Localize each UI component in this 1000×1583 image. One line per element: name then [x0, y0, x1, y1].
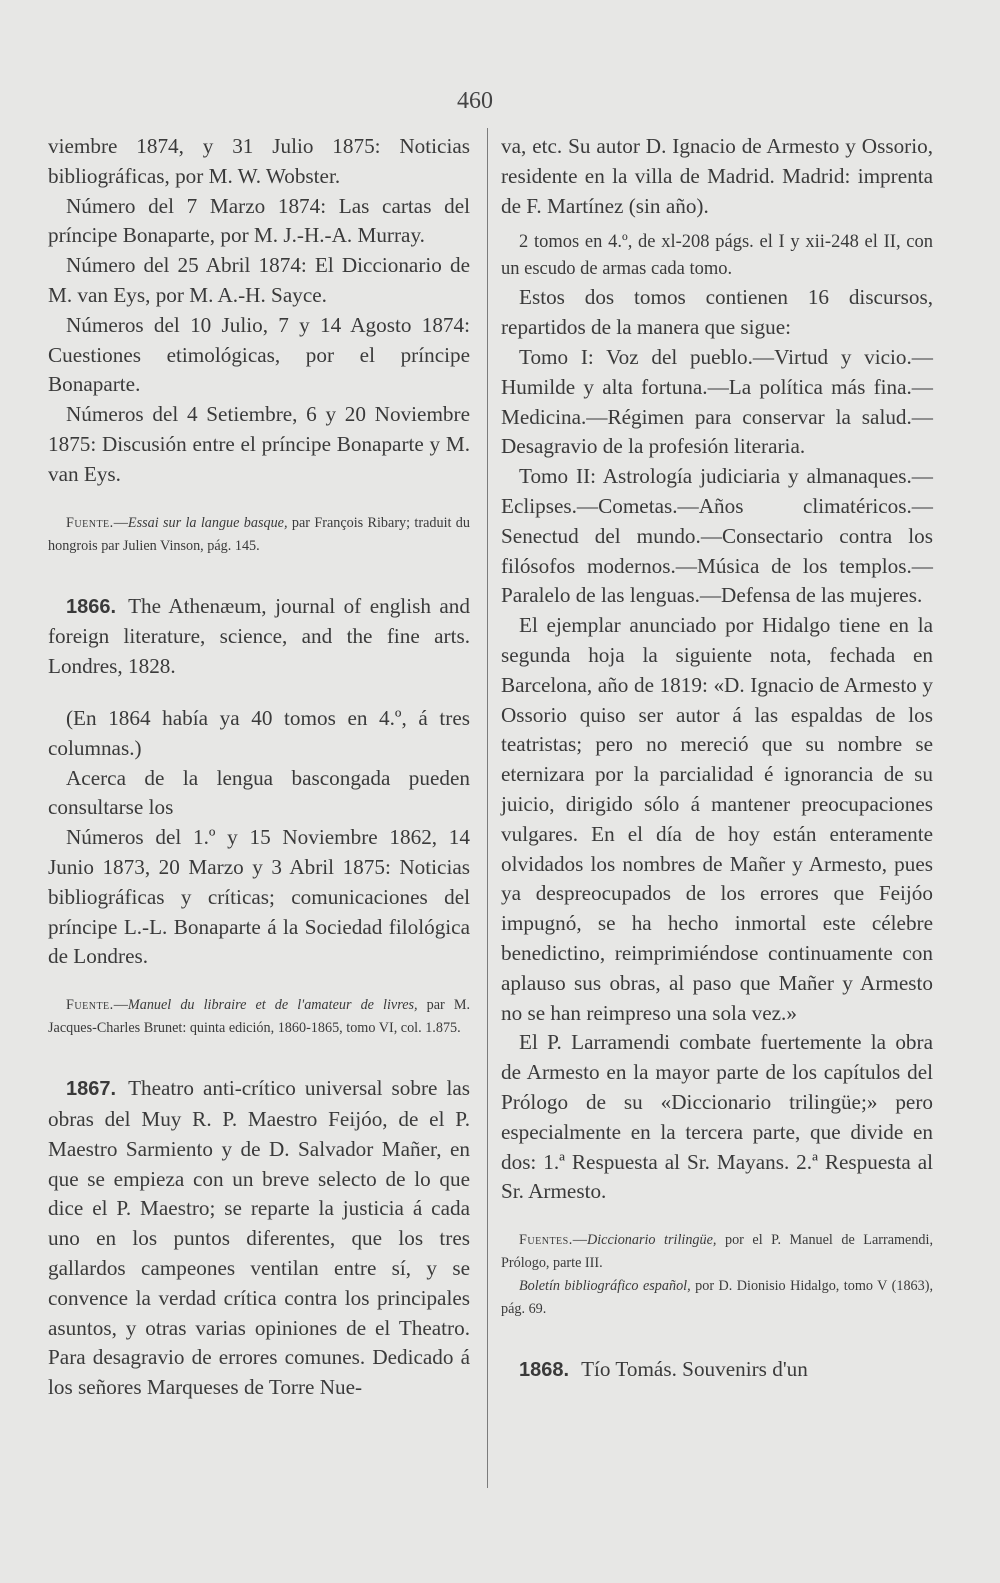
- paragraph: Tomo I: Voz del pueblo.—Virtud y vicio.—Humilde y alta fortuna.—La política más fina.—Medicina.—Régimen para conservar la salud.—Desagravio de la profesión literaria.: [501, 344, 933, 459]
- source-label: Fuentes.: [519, 1232, 573, 1249]
- entry-number: 1867.: [66, 1078, 117, 1101]
- entry-number: 1866.: [66, 595, 117, 618]
- source-label: Fuente.: [66, 997, 114, 1014]
- source-rest: por el P. Manuel de Larramendi, Prólogo, parte III.: [501, 1232, 933, 1272]
- entry-text: The Athenæum, journal of english and foreign literature, science, and the fine arts. Londres, 1828.: [48, 593, 470, 679]
- paragraph: El P. Larramendi combate fuertemente la obra de Armesto en la mayor parte de los capítulos del Prólogo de su «Diccionario trilingüe;» pero especialmente en la tercera parte, que divide en dos: 1.ª Respuesta al Sr. Mayans. 2.ª Respuesta al Sr. Armesto.: [501, 1030, 933, 1204]
- source-title: Diccionario trilingüe,: [586, 1232, 717, 1249]
- paragraph: Estos dos tomos contienen 16 discursos, repartidos de la manera que sigue:: [501, 285, 933, 340]
- source-rest: por D. Dionisio Hidalgo, tomo V (1863), pág. 69.: [501, 1278, 933, 1318]
- source-title: Manuel du libraire et de l'amateur de livres,: [127, 997, 418, 1014]
- paragraph: Acerca de la lengua bascongada pueden consultarse los: [48, 765, 470, 820]
- source-rest: par M. Jacques-Charles Brunet: quinta edición, 1860-1865, tomo VI, col. 1.875.: [48, 997, 470, 1037]
- column-divider: [487, 128, 488, 1488]
- paragraph: Números del 4 Setiembre, 6 y 20 Noviembre 1875: Discusión entre el príncipe Bonaparte y M. van Eys.: [48, 402, 470, 486]
- paragraph: Números del 10 Julio, 7 y 14 Agosto 1874: Cuestiones etimológicas, por el príncipe Bonaparte.: [48, 312, 470, 397]
- paragraph: El ejemplar anunciado por Hidalgo tiene en la segunda hoja la siguiente nota, fechada en Barcelona, año de 1819: «D. Ignacio de Armesto y Ossorio quiso ser autor á las espaldas de los teatristas; pero no mereció que su nombre se eternizara por la parcialidad é ignorancia de su juicio, dirigido sólo á mantener preocupaciones vulgares. En el día de hoy están enteramente olvidados los nombres de Mañer y Armesto, pues ya despreocupados de los errores que Feijóo impugnó, se ha hecho inmortal este célebre benedictino, reimprimiéndose continuamente con aplauso sus obras, al paso que Mañer y Armesto no se han reimpreso una sola vez.»: [501, 613, 933, 1025]
- right-column: [501, 132, 933, 1386]
- source-note: Fuente.—Manuel du libraire et de l'amateur de livres, par M. Jacques-Charles Brunet: quinta edición, 1860-1865, tomo VI, col. 1.875.: [48, 997, 470, 1037]
- source-title: Boletín bibliográfico español,: [519, 1278, 691, 1295]
- paragraph: viembre 1874, y 31 Julio 1875: Noticias bibliográficas, por M. W. Wobster.: [48, 134, 470, 188]
- catalog-entry-1867: [48, 1074, 470, 1403]
- page-number: 460: [457, 88, 493, 114]
- entry-text: Theatro anti-crítico universal sobre las obras del Muy R. P. Maestro Feijóo, de el P. Maestro Sarmiento y de D. Salvador Mañer, en que se empieza con un breve selecto de lo que dice el P. Maestro; se reparte la justicia á cada uno en los puntos diferentes, que los tres gallardos campeones ventilan entre sí, y se convence la verdad crítica contra los principales asuntos, y otras varias opiniones de el Theatro. Para desagravio de errores comunes. Dedicado á los señores Marqueses de Torre Nue-: [48, 1076, 470, 1400]
- catalog-entry-1868: [501, 1355, 933, 1386]
- paragraph: Número del 25 Abril 1874: El Diccionario de M. van Eys, por M. A.-H. Sayce.: [48, 253, 470, 307]
- paragraph: Números del 1.º y 15 Noviembre 1862, 14 Junio 1873, 20 Marzo y 3 Abril 1875: Noticias bibliográficas y críticas; comunicaciones del príncipe L.-L. Bonaparte á la Sociedad filológica de Londres.: [48, 825, 470, 969]
- entry-text: Tío Tomás. Souvenirs d'un: [581, 1357, 808, 1382]
- paragraph: Tomo II: Astrología judiciaria y almanaques.—Eclipses.—Cometas.—Años climatéricos.—Senectud del mundo.—Consectario contra los filósofos modernos.—Música de los templos.—Paralelo de las lenguas.—Defensa de las mujeres.: [501, 464, 933, 608]
- paragraph: 2 tomos en 4.º, de xl-208 págs. el I y xii-248 el II, con un escudo de armas cada tomo.: [501, 232, 933, 280]
- left-column: [48, 132, 470, 1403]
- paragraph: va, etc. Su autor D. Ignacio de Armesto y Ossorio, residente en la villa de Madrid. Madrid: imprenta de F. Martínez (sin año).: [501, 134, 933, 218]
- source-title: Essai sur la langue basque,: [127, 514, 288, 531]
- paragraph: (En 1864 había ya 40 tomos en 4.º, á tres columnas.): [48, 705, 470, 760]
- paragraph: Número del 7 Marzo 1874: Las cartas del príncipe Bonaparte, por M. J.-H.-A. Murray.: [48, 193, 470, 248]
- source-note: Fuente.—Essai sur la langue basque, par François Ribary; traduit du hongrois par Julien Vinson, pág. 145.: [48, 514, 470, 554]
- source-note: Fuentes.—Diccionario trilingüe, por el P. Manuel de Larramendi, Prólogo, parte III.: [501, 1232, 933, 1272]
- source-rest: par François Ribary; traduit du hongrois par Julien Vinson, pág. 145.: [48, 514, 470, 554]
- source-label: Fuente.: [66, 514, 114, 531]
- source-note: [501, 1275, 933, 1321]
- entry-number: 1868.: [519, 1359, 570, 1382]
- catalog-entry-1866: [48, 592, 470, 682]
